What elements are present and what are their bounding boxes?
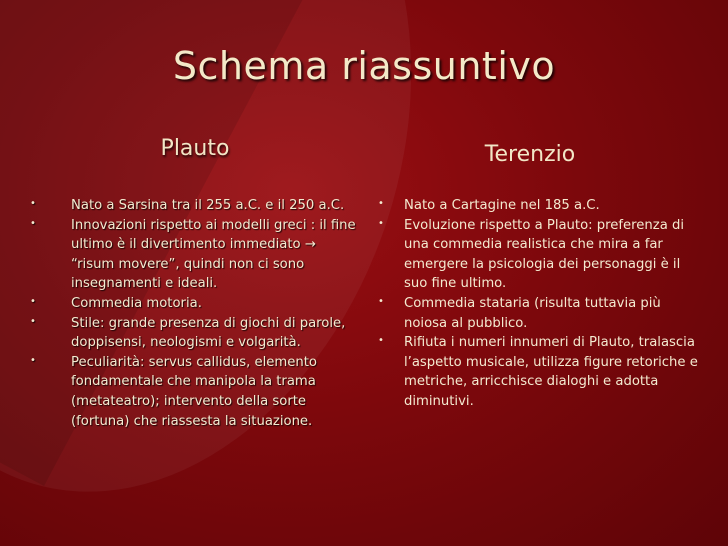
bullet-icon: • [30, 217, 36, 229]
slide-title: Schema riassuntivo [172, 44, 556, 88]
list-item [378, 333, 698, 411]
list-item [30, 314, 360, 353]
list-item [30, 216, 360, 294]
bullet-icon: • [378, 335, 384, 347]
list-item-text: Innovazioni rispetto ai modelli greci : il fine ultimo è il divertimento immediato → “risum movere”, quindi non ci sono insegnamenti e ideali. [71, 217, 356, 292]
bullet-icon: • [378, 295, 384, 307]
list-item-text: Commedia motoria. [71, 295, 202, 311]
list-item-text: Commedia stataria (risulta tuttavia più noiosa al pubblico. [404, 295, 661, 331]
list-item-text: Stile: grande presenza di giochi di parole, doppisensi, neologismi e volgarità. [71, 315, 346, 351]
bullet-icon: • [30, 315, 36, 327]
terenzio-list [378, 196, 698, 412]
bullet-icon: • [30, 295, 36, 307]
list-item [378, 216, 698, 294]
bullet-icon: • [378, 198, 384, 209]
column-heading-terenzio: Terenzio [484, 142, 576, 167]
list-item [30, 294, 360, 314]
bullet-icon: • [30, 354, 36, 366]
bullet-icon: • [378, 217, 384, 229]
list-item [378, 294, 698, 333]
bullet-icon: • [30, 198, 36, 209]
list-item [30, 353, 360, 431]
list-item-text: Peculiarità: servus callidus, elemento fondamentale che manipola la trama (metateatro); intervento della sorte (fortuna) che riassesta la situazione. [71, 354, 317, 429]
list-item [378, 196, 698, 216]
list-item-text: Rifiuta i numeri innumeri di Plauto, tralascia l’aspetto musicale, utilizza figure retoriche e metriche, arricchisce dialoghi e adotta diminutivi. [404, 335, 698, 409]
plauto-list [30, 196, 360, 431]
list-item [30, 196, 360, 216]
list-item-text: Evoluzione rispetto a Plauto: preferenza di una commedia realistica che mira a far emergere la psicologia dei personaggi è il suo fine ultimo. [404, 217, 684, 292]
list-item-text: Nato a Cartagine nel 185 a.C. [404, 198, 600, 213]
column-heading-plauto: Plauto [160, 136, 230, 161]
list-item-text: Nato a Sarsina tra il 255 a.C. e il 250 a.C. [71, 198, 345, 213]
